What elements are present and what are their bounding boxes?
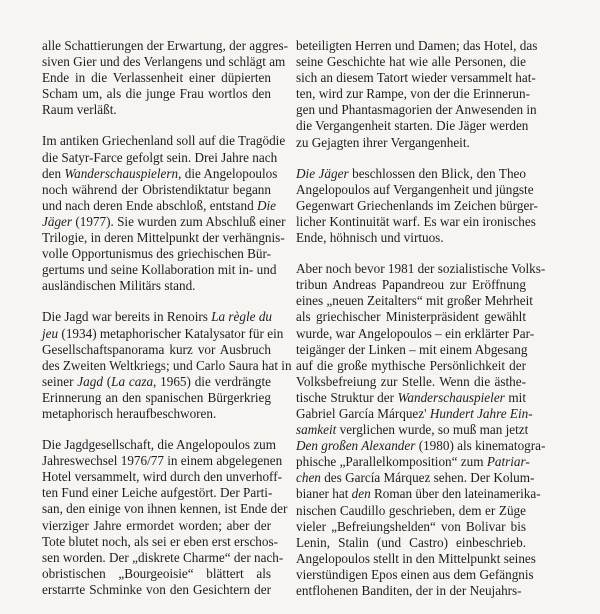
text-run: die Vergangenheit starten. Die Jäger werden [296,118,529,134]
text-line [42,38,289,54]
text-line [296,583,526,599]
text-line [42,165,278,182]
text-line [42,325,284,342]
text-line [296,390,526,406]
text-line [42,437,277,453]
text-line [296,166,526,182]
text-line [42,582,271,598]
italic-title: chen [296,470,321,486]
text-run: verglichen wurde, so muß man jetzt [336,422,529,438]
text-run: (1980) als kinematogra- [415,438,546,454]
text-run: Die Jagd war bereits in Renoirs [42,309,212,325]
text-run: Raum verläßt. [42,102,117,118]
text-run: phische „Parallelkomposition“ zum [296,454,487,470]
text-run: sen worden. Der „diskrete Charme“ der nach- [42,549,284,565]
text-run: erstarrte Schminke von den Gesichtern der [42,581,271,597]
text-run: zu Gejagten ihrer Vergangenheit. [296,134,470,150]
italic-title: La règle du [211,309,273,325]
text-line [296,230,526,246]
text-line [296,213,536,230]
text-run: Gabriel García Márquez' [296,405,430,421]
text-run: (1934) metaphorischer Katalysator für ein [58,325,284,341]
text-run: gen und Phantasmagorien der Anwesenden in [296,102,537,118]
italic-title: La caza [111,373,154,389]
text-run: Die Jagdgesellschaft, die Angelopoulos zum [42,437,277,453]
italic-title: Die Jäger [296,165,349,181]
text-run: als griechischer Ministerpräsident gewählt [296,309,526,325]
text-line [296,118,529,134]
text-run: den [42,165,65,181]
text-run: Angelopoulos stellt in den Mittelpunkt seines [296,550,536,566]
text-run: siven Gier und des Verlangens und schlägt am [42,54,286,70]
text-run: nischen Caudillo geschrieben, dem er Züge [296,502,526,518]
text-line [296,486,541,502]
text-run: bianer hat [296,486,352,502]
italic-title: Jäger [42,213,73,229]
text-line [296,135,526,151]
italic-title: Den großen Alexander [296,438,416,454]
paragraph [296,261,546,599]
text-line [42,102,271,118]
text-line [42,213,286,230]
text-run: ten, wird zur Rampe, von der die Erinnerun- [296,86,531,102]
text-line [42,406,271,422]
text-run: volle Opportunismus des griechischen Bür- [42,246,272,262]
text-run: Trilogie, in deren Mittelpunkt der verhängnis- [42,230,285,246]
text-line [42,70,271,86]
text-line [42,133,286,149]
text-run: noch während der Obristendiktatur begann [42,181,271,197]
text-line [42,197,277,214]
paragraph [296,165,538,246]
text-line [296,374,526,390]
paragraph [42,309,292,422]
text-line [296,102,537,118]
text-run: Hotel versammelt, wird durch den unverhoff- [42,469,282,485]
text-run: Aber noch bevor 1981 der sozialistische Volks- [296,261,546,277]
right-column [296,38,546,614]
text-run: Gegenwart Griechenlands im Zeichen bürger- [296,197,538,213]
text-line [42,149,278,166]
paragraph [42,38,289,118]
text-run: Jahreswechsel 1976/77 in einem abgelegenen [42,453,283,469]
left-column [42,38,292,613]
text-line [42,390,271,406]
text-run: san, den einige von ihnen kennen, ist Ende der [42,501,288,517]
text-line [296,197,538,214]
text-line [296,566,534,583]
text-run: auf die große mythische Persönlichkeit der [296,357,526,373]
italic-title: Patriar- [486,454,530,470]
text-line [42,86,271,102]
paragraph [42,437,288,598]
text-line [42,246,271,262]
text-run: Lenin, Stalin (und Castro) einbeschrieb. [296,534,526,550]
text-line [296,261,546,277]
text-run: sich an diesem Tatort wieder versammelt hat- [296,70,536,86]
text-line [42,374,271,390]
text-run: Ende in die Verlassenheit einer düpierten [42,70,271,86]
text-run: und nach deren Ende abschloß, entstand [42,197,257,213]
text-line [296,438,546,454]
text-line [42,342,271,358]
text-run: teigänger der Linken – mit einem Abgesang [296,341,528,357]
text-run: obristischen „Bourgeoisie“ blättert als [42,565,271,581]
italic-title: samkeit [296,422,337,438]
text-run: Im antiken Griechenland soll auf die Tragödie [42,133,286,149]
text-line [42,309,271,325]
text-run: , 1965) die verdrängte [153,373,271,389]
text-line [296,54,526,70]
text-line [42,54,286,70]
italic-title: jeu [42,325,59,341]
text-line [296,181,534,198]
text-line [296,277,526,293]
text-line [296,38,538,54]
text-run: vierziger Jahre ermordet worden; aber der [42,517,271,533]
text-line [296,550,536,567]
text-run: licher Kontinuität warf. Es war ein ironisches [296,213,536,229]
text-line [296,503,526,519]
text-run: eines „neuen Zeitalters“ mit großer Mehrheit [296,293,533,309]
text-run: ausländischen Militärs stand. [42,278,196,294]
italic-title: Wanderschauspielern [64,165,179,181]
text-run: beschlossen den Blick, den Theo [348,165,526,181]
text-line [42,230,285,246]
italic-title: Jagd [77,373,103,389]
text-run: alle Schattierungen der Erwartung, der aggres- [42,38,289,53]
text-line [296,86,531,102]
text-line [42,357,292,374]
text-run: des Zweiten Weltkriegs; und Carlo Saura hat in [42,357,292,373]
text-run: Ende, höhnisch und virtuos. [296,230,444,246]
text-line [42,566,271,582]
text-run: entflohenen Banditen, der in der Neujahrs- [296,583,522,598]
text-line [296,342,526,358]
text-line [296,293,533,309]
italic-title: Wanderschauspieler [397,389,505,405]
text-run: (1977). Sie wurden zum Abschluß einer [72,213,286,229]
text-line [296,454,530,470]
text-line [42,518,271,534]
text-run: ( [102,373,112,389]
text-run: tribun Andreas Papandreou zur Eröffnung [296,277,526,293]
text-run: Volksbefreiung zur Stelle. Wenn die ästhe- [296,373,526,389]
text-run: vierstündigen Epos einen aus dem Gefängnis [296,566,534,582]
text-line [42,549,284,566]
text-run: seiner [42,373,78,389]
text-line [296,519,526,535]
text-run: Gesellschaftspanorama kurz vor Ausbruch [42,341,271,357]
text-line [296,405,533,422]
text-run: Scham um, als die junge Frau wortlos den [42,86,271,102]
text-line [42,533,279,550]
text-line [296,422,529,438]
text-line [296,535,526,551]
text-run: Roman über den lateinamerika- [370,486,541,502]
text-line [42,501,288,517]
italic-title: den [351,486,371,502]
paragraph [296,38,538,151]
italic-title: Die [256,197,277,213]
text-run: seine Geschichte hat wie alle Personen, die [296,54,526,70]
text-run: Erinnerung an den spanischen Bürgerkrieg [42,389,271,405]
text-run: des García Márquez sehen. Der Kolum- [320,470,535,486]
text-run: tische Struktur der [296,389,398,405]
text-line [42,453,283,469]
text-line [296,70,536,86]
text-run: mit [504,389,526,405]
text-line [42,469,282,485]
paragraph [42,133,286,294]
text-line [296,309,526,325]
text-line [42,262,277,278]
text-run: metaphorisch heraufbeschworen. [42,405,217,421]
text-run: vieler „Befreiungshelden“ von Bolivar bis [296,518,526,534]
text-run: Angelopoulos auf Vergangenheit und jüngste [296,181,534,197]
text-line [42,182,271,198]
text-run: , die Angelopoulos [178,165,278,181]
text-line [296,470,535,486]
text-run: Tote blutet noch, als sei er eben erst erschos- [42,533,279,549]
text-line [42,278,271,294]
text-line [296,358,526,374]
text-line [42,485,271,501]
text-run: gertums und seine Kollaboration mit in- und [42,262,277,278]
text-run: beteiligten Herren und Damen; das Hotel, das [296,38,538,53]
text-run: wurde, war Angelopoulos – ein erklärter Par- [296,325,535,341]
italic-title: Hundert Jahre Ein- [429,405,533,421]
text-line [296,325,535,342]
text-run: die Satyr-Farce gefolgt sein. Drei Jahre nach [42,149,278,165]
text-run: ten Fund einer Leiche aufgestört. Der Parti- [42,485,273,501]
